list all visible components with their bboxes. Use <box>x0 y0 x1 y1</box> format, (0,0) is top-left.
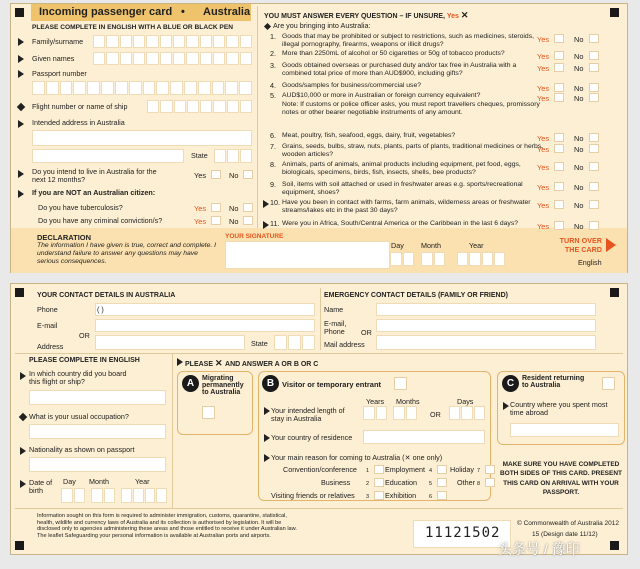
dob-month-field[interactable] <box>91 488 115 503</box>
stay-years-field[interactable] <box>363 406 387 420</box>
option-b-badge: B <box>262 375 279 392</box>
declaration-text: The information I have given is true, correct and complete. I understand failure to answer any questions may have serious consequences. <box>37 242 217 265</box>
emergency-name-label: Name <box>324 305 344 314</box>
email-label: E-mail <box>37 321 58 330</box>
question-text: Grains, seeds, bulbs, straw, nuts, plants, parts of plants, traditional medicines or herbs, wooden articles? <box>282 143 544 158</box>
question-no-checkbox[interactable] <box>589 93 599 102</box>
flight-field[interactable] <box>147 100 252 113</box>
reason-label: Education <box>385 478 417 487</box>
arrow-icon <box>263 221 269 229</box>
arrow-icon <box>264 434 270 442</box>
question-no-checkbox[interactable] <box>589 63 599 72</box>
signature-label: YOUR SIGNATURE <box>225 233 284 240</box>
question-no-label: No <box>574 52 584 61</box>
months-label: Months <box>396 397 420 406</box>
option-a-checkbox[interactable] <box>202 406 215 419</box>
question-yes-checkbox[interactable] <box>554 63 564 72</box>
conviction-question: Do you have any criminal conviction/s? <box>38 216 163 225</box>
question-yes-checkbox[interactable] <box>554 200 564 209</box>
diamond-icon <box>19 413 27 421</box>
arrow-icon <box>20 447 26 455</box>
question-text: Goods obtained overseas or purchased duty and/or tax free in Australia with a combined total price of more than AUD$900, including gifts? <box>282 62 517 77</box>
country-boarded-field[interactable] <box>29 390 166 405</box>
option-c-title: Resident returning to Australia <box>522 375 585 389</box>
question-yes-label: Yes <box>537 183 550 192</box>
cross-icon: ✕ <box>460 10 469 20</box>
instruction: PLEASE COMPLETE IN ENGLISH WITH A BLUE OR BLACK PEN <box>32 24 233 31</box>
question-no-checkbox[interactable] <box>589 34 599 43</box>
card-title: Incoming passenger card <box>39 6 173 18</box>
question-no-label: No <box>574 183 584 192</box>
copyright: © Commonwealth of Australia 2012 <box>517 520 619 527</box>
dob-month-label: Month <box>89 477 109 486</box>
dob-day-label: Day <box>63 477 76 486</box>
question-yes-label: Yes <box>537 52 550 61</box>
question-no-checkbox[interactable] <box>589 200 599 209</box>
reason-checkbox[interactable] <box>437 478 447 487</box>
customs-note: Note: If customs or police officer asks, you must report travellers cheques, promissory notes or other bearer negotiable instruments of any amount. <box>282 101 540 116</box>
contact-title: YOUR CONTACT DETAILS IN AUSTRALIA <box>37 292 176 299</box>
address-field[interactable] <box>32 130 252 146</box>
question-no-label: No <box>574 201 584 210</box>
reason-checkbox[interactable] <box>437 465 447 474</box>
question-no-label: No <box>574 94 584 103</box>
question-yes-label: Yes <box>537 222 550 231</box>
bringing-label: Are you bringing into Australia: <box>273 21 371 30</box>
question-number: 4. <box>270 81 276 90</box>
question-yes-checkbox[interactable] <box>554 93 564 102</box>
answer-text: AND ANSWER A OR B OR C <box>225 361 319 368</box>
corner-mark <box>15 541 24 550</box>
country-lived-label: Country where you spent most time abroad <box>510 400 608 418</box>
arrow-icon <box>263 200 269 208</box>
question-yes-checkbox[interactable] <box>554 182 564 191</box>
family-name-field[interactable] <box>93 35 252 48</box>
declaration-title: DECLARATION <box>37 233 92 242</box>
sig-year-field[interactable] <box>457 252 505 266</box>
option-c-checkbox[interactable] <box>602 377 615 390</box>
reason-number: 5 <box>429 481 433 487</box>
question-yes-checkbox[interactable] <box>554 34 564 43</box>
reason-checkbox[interactable] <box>374 478 384 487</box>
live-yes-checkbox[interactable] <box>211 170 221 179</box>
stay-days-field[interactable] <box>449 406 485 420</box>
question-number: 1. <box>270 32 276 41</box>
reason-label: Other <box>457 478 475 487</box>
tb-yes-checkbox[interactable] <box>211 203 221 212</box>
question-yes-label: Yes <box>537 64 550 73</box>
question-text: Animals, parts of animals, animal products including equipment, pet food, eggs, biologicals, specimens, birds, fish, insects, shells, bee products? <box>282 161 521 176</box>
must-answer <box>264 10 468 21</box>
question-no-checkbox[interactable] <box>589 182 599 191</box>
dob-year-field[interactable] <box>121 488 167 503</box>
phone-field[interactable] <box>95 303 315 316</box>
option-b-title: Visitor or temporary entrant <box>282 380 382 389</box>
question-yes-checkbox[interactable] <box>554 144 564 153</box>
signature-field[interactable] <box>225 241 390 269</box>
turn-over-arrow-icon <box>606 238 616 252</box>
vertical-divider <box>320 288 321 350</box>
phone-brackets: ( ) <box>97 305 104 314</box>
question-yes-label: Yes <box>537 94 550 103</box>
address-field-2[interactable] <box>32 149 184 163</box>
flight-label: Flight number or name of ship <box>32 102 128 111</box>
nationality-label: Nationality as shown on passport <box>29 445 135 454</box>
question-no-label: No <box>574 222 584 231</box>
length-stay-label: Your intended length of stay in Australia <box>271 406 345 424</box>
question-number: 3. <box>270 61 276 70</box>
arrow-icon <box>18 55 24 63</box>
state-label: State <box>191 151 208 160</box>
given-names-field[interactable] <box>93 52 252 65</box>
nationality-field[interactable] <box>29 457 166 472</box>
please-text: PLEASE <box>185 361 214 368</box>
question-no-checkbox[interactable] <box>589 51 599 60</box>
question-text: Meat, poultry, fish, seafood, eggs, dairy, fruit, vegetables? <box>282 132 456 139</box>
footer-divider <box>15 508 623 509</box>
stay-months-field[interactable] <box>393 406 417 420</box>
reason-number: 3 <box>366 494 370 500</box>
vertical-divider <box>257 6 258 228</box>
form-code: 15 (Design date 11/12) <box>532 531 598 538</box>
corner-mark <box>610 288 619 297</box>
sig-month-label: Month <box>421 241 441 250</box>
reason-checkbox[interactable] <box>485 478 495 487</box>
question-yes-label: Yes <box>537 145 550 154</box>
question-number: 9. <box>270 180 276 189</box>
passport-label: Passport number <box>32 69 87 78</box>
question-yes-checkbox[interactable] <box>554 221 564 230</box>
live-question: Do you intend to live in Australia for the next 12 months? <box>32 167 157 185</box>
contact-address-field[interactable] <box>95 335 245 350</box>
question-no-checkbox[interactable] <box>589 144 599 153</box>
corner-mark <box>15 8 24 17</box>
email-field[interactable] <box>95 319 315 332</box>
arrow-icon <box>18 170 24 178</box>
or-label: OR <box>79 331 90 340</box>
question-yes-checkbox[interactable] <box>554 133 564 142</box>
corner-mark <box>610 541 619 550</box>
occupation-field[interactable] <box>29 424 166 439</box>
address-label: Intended address in Australia <box>32 118 125 127</box>
reason-number: 7 <box>477 468 481 474</box>
reason-checkbox[interactable] <box>374 491 384 500</box>
conviction-no-checkbox[interactable] <box>243 216 253 225</box>
tb-question: Do you have tuberculosis? <box>38 203 123 212</box>
arrow-icon <box>264 407 270 415</box>
mail-address-label: Mail address <box>324 340 365 349</box>
question-number: 6. <box>270 131 276 140</box>
occupation-label: What is your usual occupation? <box>29 412 129 421</box>
arrow-icon <box>20 372 26 380</box>
question-text: Were you in Africa, South/Central America or the Caribbean in the last 6 days? <box>282 220 519 227</box>
live-no-label: No <box>229 171 239 180</box>
question-no-checkbox[interactable] <box>589 83 599 92</box>
question-number: 10. <box>270 198 280 207</box>
question-no-checkbox[interactable] <box>589 221 599 230</box>
reason-number: 2 <box>366 481 370 487</box>
title-bullet: • <box>181 6 185 18</box>
make-sure-notice: MAKE SURE YOU HAVE COMPLETED BOTH SIDES OF THIS CARD. PRESENT THIS CARD ON ARRIVAL WITH YOUR PASSPORT. <box>499 461 623 497</box>
question-yes-label: Yes <box>537 134 550 143</box>
state-field[interactable] <box>214 149 252 163</box>
question-yes-checkbox[interactable] <box>554 83 564 92</box>
turn-over-label: TURN OVER THE CARD <box>559 236 602 254</box>
question-no-checkbox[interactable] <box>589 133 599 142</box>
vertical-divider <box>172 354 173 508</box>
question-no-label: No <box>574 64 584 73</box>
days-label: Days <box>457 397 474 406</box>
question-no-checkbox[interactable] <box>589 162 599 171</box>
arrow-icon <box>18 70 24 78</box>
tb-no-checkbox[interactable] <box>243 203 253 212</box>
question-yes-label: Yes <box>537 201 550 210</box>
dob-day-field[interactable] <box>61 488 85 503</box>
country-res-field[interactable] <box>363 430 485 444</box>
horizontal-divider <box>15 353 623 354</box>
corner-mark <box>610 8 619 17</box>
phone-label: Phone <box>37 305 58 314</box>
stay-or-label: OR <box>430 410 441 419</box>
emergency-email-field[interactable] <box>376 319 596 332</box>
main-reason-label: Your main reason for coming to Australia (✕ one only) <box>271 453 443 462</box>
contact-state-field[interactable] <box>274 335 315 350</box>
sig-month-field[interactable] <box>421 252 445 266</box>
option-b-checkbox[interactable] <box>394 377 407 390</box>
option-a-badge: A <box>182 375 199 392</box>
reason-number: 6 <box>429 494 433 500</box>
option-c-badge: C <box>502 375 519 392</box>
reason-label: Employment <box>385 465 425 474</box>
question-text: Goods/samples for business/commercial use? <box>282 82 422 89</box>
passport-field[interactable] <box>32 81 252 95</box>
question-number: 8. <box>270 160 276 169</box>
tb-no-label: No <box>229 204 239 213</box>
corner-mark <box>15 288 24 297</box>
must-answer-text: YOU MUST ANSWER EVERY QUESTION – IF UNSURE, <box>264 13 445 20</box>
country-res-label: Your country of residence <box>271 433 353 442</box>
question-no-label: No <box>574 145 584 154</box>
reason-label: Business <box>321 478 351 487</box>
arrow-icon <box>503 402 509 410</box>
conviction-yes-label: Yes <box>194 217 207 226</box>
question-yes-label: Yes <box>537 84 550 93</box>
dob-year-label: Year <box>135 477 150 486</box>
reason-checkbox[interactable] <box>437 491 447 500</box>
reason-number: 1 <box>366 468 370 474</box>
sig-day-label: Day <box>391 241 404 250</box>
question-no-label: No <box>574 134 584 143</box>
answer-instruction <box>185 358 318 369</box>
cross-icon: ✕ <box>214 358 226 368</box>
card-number: 11121502 <box>425 525 501 541</box>
question-text: More than 2250mL of alcohol or 50 cigarettes or 50g of tobacco products? <box>282 50 505 57</box>
must-answer-yes: Yes <box>446 13 459 20</box>
question-yes-label: Yes <box>537 163 550 172</box>
mail-address-field[interactable] <box>376 335 596 350</box>
not-citizen-label: If you are NOT an Australian citizen: <box>32 188 156 197</box>
question-no-label: No <box>574 163 584 172</box>
conviction-yes-checkbox[interactable] <box>211 216 221 225</box>
live-yes-label: Yes <box>194 171 207 180</box>
question-text: Have you been in contact with farms, farm animals, wilderness areas or freshwater streams/lakes etc in the past 30 days? <box>282 199 531 214</box>
arrow-icon <box>18 190 24 198</box>
contact-state-label: State <box>251 339 268 348</box>
arrow-icon <box>18 38 24 46</box>
reason-label: Visiting friends or relatives <box>271 491 355 500</box>
question-no-label: No <box>574 84 584 93</box>
card-back <box>10 283 628 555</box>
language-label: English <box>578 258 602 267</box>
question-text: AUD$10,000 or more in Australian or foreign currency equivalent? <box>282 92 481 99</box>
years-label: Years <box>366 397 385 406</box>
given-names-label: Given names <box>32 54 75 63</box>
conviction-no-label: No <box>229 217 239 226</box>
address-label: Address <box>37 342 64 351</box>
question-yes-checkbox[interactable] <box>554 162 564 171</box>
card-country: Australia <box>203 6 251 18</box>
sig-day-field[interactable] <box>390 252 414 266</box>
question-number: 5. <box>270 91 276 100</box>
dob-label: Date of birth <box>29 478 53 496</box>
diamond-icon <box>17 103 25 111</box>
question-text: Soil, items with soil attached or used in freshwater areas e.g. sports/recreational equipment, shoes? <box>282 181 523 196</box>
diamond-icon <box>264 23 271 30</box>
question-number: 7. <box>270 142 276 151</box>
reason-number: 8 <box>477 481 481 487</box>
reason-label: Exhibition <box>385 491 417 500</box>
arrow-icon <box>264 454 270 462</box>
question-number: 11. <box>270 219 280 228</box>
question-yes-checkbox[interactable] <box>554 51 564 60</box>
question-no-label: No <box>574 35 584 44</box>
arrow-icon <box>177 358 183 366</box>
country-lived-field[interactable] <box>510 423 619 437</box>
reason-number: 4 <box>429 468 433 474</box>
question-number: 2. <box>270 49 276 58</box>
tb-yes-label: Yes <box>194 204 207 213</box>
country-boarded-label: In which country did you board this flight or ship? <box>29 369 127 387</box>
arrow-icon <box>20 480 26 488</box>
reason-checkbox[interactable] <box>374 465 384 474</box>
live-no-checkbox[interactable] <box>243 170 253 179</box>
question-text: Goods that may be prohibited or subject to restrictions, such as medicines, steroids, illegal pornography, firearms, weapons or illicit drugs? <box>282 33 534 48</box>
emergency-name-field[interactable] <box>376 303 596 316</box>
watermark: 头条号 / 豫印 <box>498 541 580 557</box>
complete-english: PLEASE COMPLETE IN ENGLISH <box>29 357 140 364</box>
emergency-title: EMERGENCY CONTACT DETAILS (FAMILY OR FRIEND) <box>324 292 508 299</box>
family-name-label: Family/surname <box>32 37 84 46</box>
reason-checkbox[interactable] <box>485 465 495 474</box>
card-front <box>10 3 628 273</box>
sig-year-label: Year <box>469 241 484 250</box>
option-a-title: Migrating permanently to Australia <box>202 375 244 396</box>
emergency-or-label: OR <box>361 328 372 337</box>
privacy-text: Information sought on this form is required to administer immigration, customs, quarantine, statistical, health, wildlife and currency laws of Australia and its collection is authorised by legislation. It will be disclosed only to agencies administering these areas and those entitled to receive it under Australian law. The leaflet Safeguarding your personal information is available at Australian ports and airports. <box>37 513 297 540</box>
emergency-email-label: E-mail, Phone <box>324 319 347 337</box>
question-yes-label: Yes <box>537 35 550 44</box>
reason-label: Holiday <box>450 465 474 474</box>
arrow-icon <box>18 120 24 128</box>
reason-label: Convention/conference <box>283 465 357 474</box>
